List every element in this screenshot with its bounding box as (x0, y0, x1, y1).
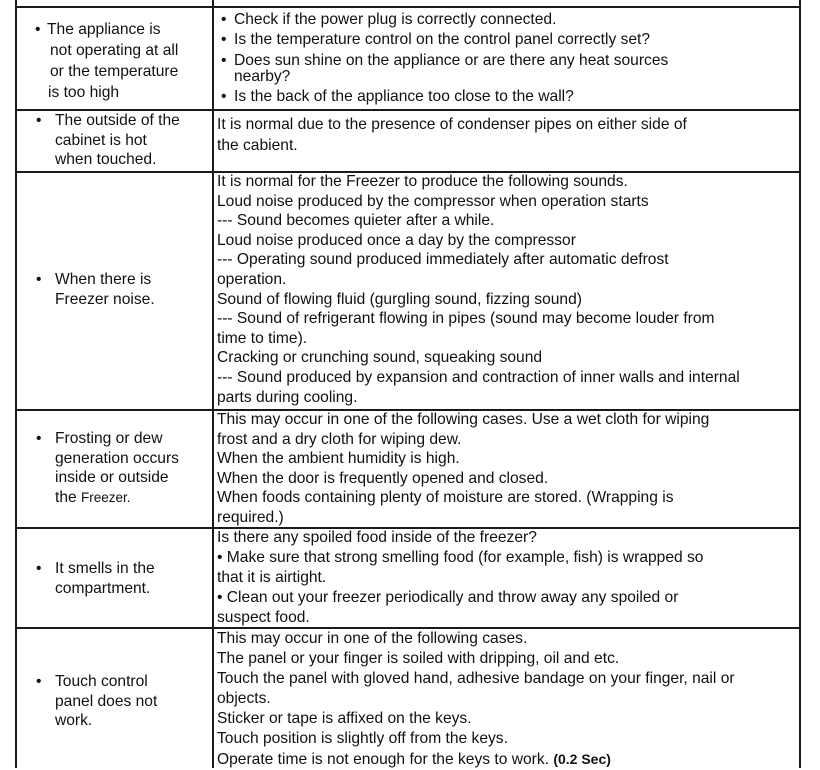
solution-cell (217, 528, 799, 628)
bullet: • (36, 112, 42, 129)
column-divider (212, 0, 214, 768)
problem-text (17, 559, 207, 598)
solution-line: Is there any spoiled food inside of the freezer? (217, 529, 537, 546)
problem-line: compartment. (55, 579, 151, 597)
problem-line: Frosting or dew (55, 430, 163, 447)
problem-line: When there is (55, 271, 152, 288)
problem-line: generation occurs (55, 449, 179, 467)
solution-line: Touch position is slightly off from the keys. (217, 730, 508, 747)
solution-line: Sound of flowing fluid (gurgling sound, fizzing sound) (217, 290, 582, 308)
solution-line: operation. (217, 270, 287, 288)
problem-line: It smells in the (55, 560, 155, 577)
check-text: Does sun shine on the appliance or are there any heat sources (234, 52, 669, 69)
problem-line: The appliance is (47, 21, 161, 38)
problem-line: or the temperature (50, 63, 179, 80)
solution-line: Cracking or crunching sound, squeaking sound (217, 349, 543, 367)
problem-line: the (55, 488, 77, 506)
solution-line: When foods containing plenty of moisture are stored. (Wrapping is (217, 489, 674, 507)
solution-line: Touch the panel with gloved hand, adhesive bandage on your finger, nail or (217, 670, 735, 687)
problem-line: inside or outside (55, 469, 169, 487)
solution-line: required.) (217, 508, 284, 526)
problem-text (17, 672, 207, 731)
solution-line: time to time). (217, 329, 308, 347)
check-item (217, 87, 799, 107)
solution-line: parts during cooling. (217, 388, 358, 406)
solution-line: the cabient. (217, 136, 298, 154)
solution-cell (217, 629, 799, 770)
problem-line: panel does not (55, 692, 158, 710)
problem-line: work. (55, 712, 93, 730)
bullet: • (36, 271, 42, 288)
row-divider (15, 6, 801, 8)
problem-line: cabinet is hot (55, 131, 147, 149)
problem-cell (17, 20, 207, 103)
solution-cell (217, 172, 799, 407)
check-item (217, 10, 799, 30)
solution-line: --- Sound of refrigerant flowing in pipes (sound may become louder from (217, 310, 715, 328)
problem-cell (17, 270, 207, 310)
solution-line: that it is airtight. (217, 569, 327, 586)
check-text: Is the back of the appliance too close to the wall? (234, 88, 574, 105)
problem-cell (17, 111, 207, 170)
solution-line: • Clean out your freezer periodically and throw away any spoiled or (217, 589, 679, 606)
problem-text (17, 270, 207, 310)
solution-line: This may occur in one of the following cases. Use a wet cloth for wiping (217, 411, 710, 428)
check-text: Is the temperature control on the control panel correctly set? (234, 31, 651, 48)
problem-line: Touch control (55, 673, 148, 690)
solution-line: When the ambient humidity is high. (217, 450, 460, 468)
solution-line: --- Operating sound produced immediately after automatic defrost (217, 251, 669, 269)
solution-line: frost and a dry cloth for wiping dew. (217, 430, 462, 448)
solution-line: Loud noise produced by the compressor when operation starts (217, 192, 649, 210)
bullet: • (36, 430, 42, 447)
solution-line: --- Sound produced by expansion and contraction of inner walls and internal (217, 368, 740, 386)
solution-cell (217, 410, 799, 528)
bullet: • (36, 673, 42, 690)
solution-line: This may occur in one of the following cases. (217, 630, 528, 647)
solution-line: When the door is frequently opened and closed. (217, 469, 549, 487)
check-text: Check if the power plug is correctly connected. (234, 11, 557, 28)
bullet: • (221, 52, 227, 69)
problem-text (17, 429, 207, 507)
solution-cell (217, 115, 799, 155)
check-item (217, 30, 799, 50)
check-text: nearby? (234, 68, 291, 85)
check-item (217, 53, 799, 85)
table-border-right (799, 0, 801, 768)
bullet: • (36, 560, 42, 577)
problem-text (17, 20, 207, 103)
solution-line: suspect food. (217, 609, 310, 626)
bullet: • (221, 31, 227, 48)
solution-line: • Make sure that strong smelling food (for example, fish) is wrapped so (217, 549, 704, 566)
solution-line: The panel or your finger is soiled with dripping, oil and etc. (217, 650, 620, 667)
problem-cell (17, 559, 207, 598)
problem-line: The outside of the (55, 112, 180, 129)
problem-line: when touched. (55, 151, 157, 168)
problem-line: not operating at all (50, 42, 179, 59)
troubleshooting-table (15, 0, 801, 768)
problem-line: Freezer. (81, 489, 131, 505)
solution-line: Sticker or tape is affixed on the keys. (217, 710, 472, 727)
bullet: • (221, 11, 227, 28)
solution-line: It is normal for the Freezer to produce the following sounds. (217, 173, 628, 190)
solution-line: Operate time is not enough for the keys to work. (217, 751, 549, 768)
bullet: • (221, 88, 227, 105)
solution-cell (217, 10, 799, 107)
solution-line: objects. (217, 690, 271, 707)
time-note: (0.2 Sec) (553, 751, 611, 767)
bullet: • (35, 21, 41, 38)
problem-cell (17, 429, 207, 507)
solution-line: --- Sound becomes quieter after a while. (217, 212, 495, 230)
solution-line: Loud noise produced once a day by the compressor (217, 231, 576, 249)
solution-line: It is normal due to the presence of condenser pipes on either side of (217, 116, 687, 133)
problem-text (17, 111, 207, 170)
problem-line: Freezer noise. (55, 291, 155, 308)
problem-line: is too high (48, 84, 120, 101)
problem-cell (17, 672, 207, 731)
